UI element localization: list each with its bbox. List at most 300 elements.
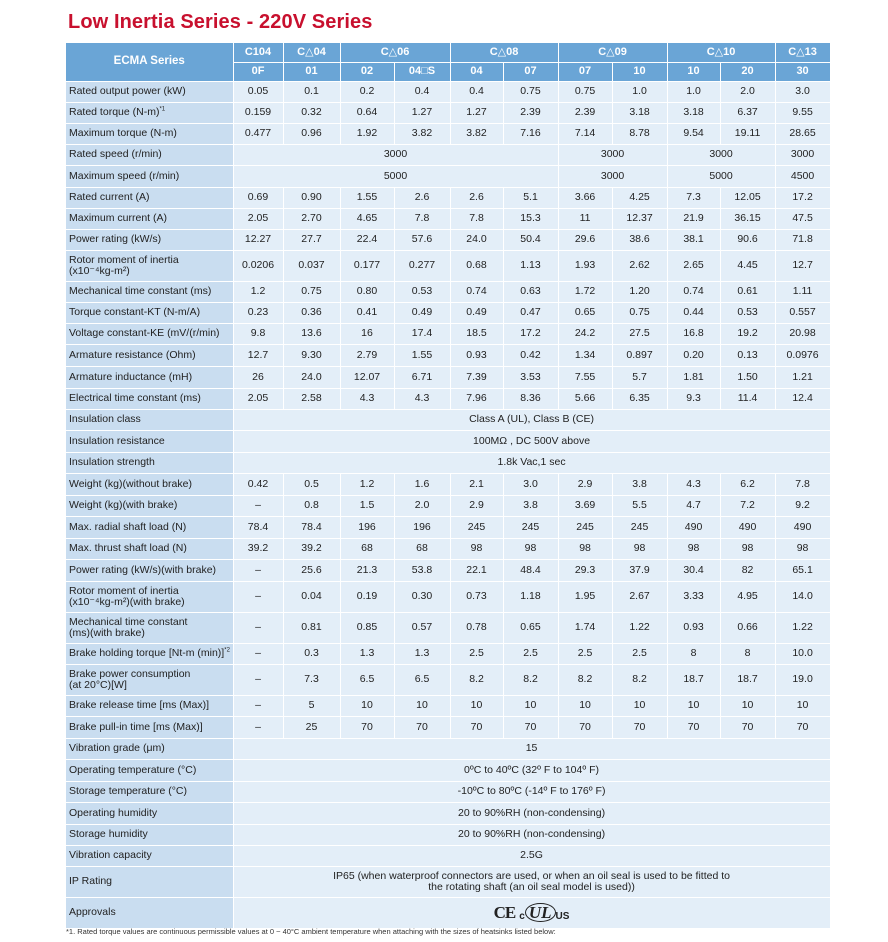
row-label (66, 123, 233, 144)
row-label-text-line2: (at 20°C)[W] (69, 678, 127, 691)
row-label-text: Rated output power (kW) (69, 85, 186, 97)
value-cell: 3.82 (450, 123, 503, 144)
value-cell: 8.78 (612, 123, 667, 144)
value-cell: 30.4 (667, 559, 720, 581)
row-label-text: IP Rating (69, 875, 112, 887)
row-label (66, 738, 233, 759)
value-cell: 28.65 (775, 123, 830, 144)
value-cell: 1.13 (503, 250, 558, 281)
value-cell: 17.4 (394, 323, 450, 344)
value-cell: 8 (667, 643, 720, 664)
row-label-text: Operating temperature (°C) (69, 763, 197, 776)
value-cell: 2.1 (450, 473, 503, 495)
value-text: 1.8k Vac,1 sec (497, 456, 566, 468)
value-cell: 245 (503, 516, 558, 538)
row-label-text: Armature inductance (mH) (69, 370, 193, 383)
row-label (66, 430, 233, 452)
row-label-text: Brake holding torque [Nt-m (min)] (69, 647, 225, 659)
footnote-marker: *2 (224, 647, 230, 654)
value-cell: 2.58 (283, 388, 340, 409)
model-header: 07 (503, 62, 558, 81)
value-cell: 3.8 (503, 495, 558, 516)
value-cell: 245 (450, 516, 503, 538)
value-cell: 1.93 (558, 250, 612, 281)
model-header: 10 (667, 62, 720, 81)
value-cell: 53.8 (394, 559, 450, 581)
value-cell: 2.65 (667, 250, 720, 281)
spec-row (66, 302, 830, 323)
row-label (66, 759, 233, 781)
value-cell: 0.65 (503, 612, 558, 643)
value-cell: 15.3 (503, 208, 558, 229)
value-cell: 2.5 (503, 643, 558, 664)
value-cell: 0.75 (558, 81, 612, 102)
value-cell: 7.8 (394, 208, 450, 229)
spec-table-header (66, 43, 830, 81)
value-cell: 7.55 (558, 366, 612, 388)
value-cell: 1.6 (394, 473, 450, 495)
value-cell: 1.3 (340, 643, 394, 664)
model-header: 04□S (394, 62, 450, 81)
value-text: 2.5G (520, 849, 543, 861)
value-cell: 98 (775, 538, 830, 559)
value-cell: 0.897 (612, 344, 667, 366)
value-cell: 3.0 (775, 81, 830, 102)
value-cell: 5.5 (612, 495, 667, 516)
value-cell: 5.7 (612, 366, 667, 388)
value-cell: 6.35 (612, 388, 667, 409)
value-cell: 38.1 (667, 229, 720, 250)
value-cell: – (233, 716, 283, 738)
value-cell: 0.75 (503, 81, 558, 102)
value-cell: 0.96 (283, 123, 340, 144)
value-cell: 19.11 (720, 123, 775, 144)
row-label (66, 281, 233, 302)
value-cell: 12.7 (233, 344, 283, 366)
value-cell: 12.37 (612, 208, 667, 229)
value-cell: 2.39 (503, 102, 558, 123)
value-cell: 1.74 (558, 612, 612, 643)
row-label (66, 187, 233, 208)
value-cell: 98 (612, 538, 667, 559)
frame-header: C△04 (283, 43, 340, 62)
value-cell: 98 (667, 538, 720, 559)
value-cell: 4500 (775, 165, 830, 187)
value-cell: 0.4 (450, 81, 503, 102)
value-cell: 10 (340, 695, 394, 716)
row-label-text: Maximum torque (N-m) (69, 127, 177, 139)
value-cell: 0.36 (283, 302, 340, 323)
spec-row (66, 473, 830, 495)
value-cell: 27.7 (283, 229, 340, 250)
value-cell: 2.6 (394, 187, 450, 208)
value-cell: 2.5 (450, 643, 503, 664)
value-cell: 12.7 (775, 250, 830, 281)
value-cell: 3.18 (667, 102, 720, 123)
value-cell (233, 409, 830, 430)
value-cell: 22.1 (450, 559, 503, 581)
value-cell: 1.0 (667, 81, 720, 102)
spec-table-body (66, 81, 830, 928)
ul-c-text: c (519, 911, 525, 922)
spec-row (66, 897, 830, 928)
value-cell: 0.277 (394, 250, 450, 281)
value-cell: 39.2 (233, 538, 283, 559)
value-cell: 2.5 (612, 643, 667, 664)
value-cell: 25 (283, 716, 340, 738)
value-cell: 10 (450, 695, 503, 716)
row-label (66, 612, 233, 643)
value-cell: 2.05 (233, 388, 283, 409)
value-cell: 1.50 (720, 366, 775, 388)
row-label (66, 323, 233, 344)
value-cell: 1.55 (340, 187, 394, 208)
value-cell: 7.3 (667, 187, 720, 208)
row-label (66, 516, 233, 538)
spec-row (66, 845, 830, 866)
value-cell: 39.2 (283, 538, 340, 559)
value-cell: 29.6 (558, 229, 612, 250)
row-label (66, 409, 233, 430)
value-text-line2: the rotating shaft (an oil seal model is used)) (428, 880, 635, 893)
value-cell: 0.78 (450, 612, 503, 643)
value-cell: 24.2 (558, 323, 612, 344)
value-cell: 0.65 (558, 302, 612, 323)
row-label (66, 102, 233, 123)
value-cell: 78.4 (233, 516, 283, 538)
value-cell: 0.53 (720, 302, 775, 323)
spec-row (66, 187, 830, 208)
value-cell: 1.18 (503, 581, 558, 612)
value-text: 0ºC to 40ºC (32º F to 104º F) (464, 763, 600, 776)
value-cell: 245 (612, 516, 667, 538)
row-label-text: Power rating (kW/s)(with brake) (69, 563, 217, 576)
value-cell: 0.53 (394, 281, 450, 302)
value-cell: 0.44 (667, 302, 720, 323)
value-cell: 1.72 (558, 281, 612, 302)
value-cell: 7.2 (720, 495, 775, 516)
value-cell: – (233, 559, 283, 581)
value-cell: 0.42 (503, 344, 558, 366)
row-label (66, 824, 233, 845)
spec-row (66, 81, 830, 102)
value-cell: 10 (394, 695, 450, 716)
value-cell: 1.21 (775, 366, 830, 388)
row-label-text-line2: (x10⁻⁴kg-m²) (69, 264, 130, 277)
value-cell: 0.93 (667, 612, 720, 643)
value-cell: 8.2 (450, 664, 503, 695)
value-cell: 0.05 (233, 81, 283, 102)
model-header: 07 (558, 62, 612, 81)
value-cell: 0.037 (283, 250, 340, 281)
value-cell: 1.34 (558, 344, 612, 366)
value-cell: 19.2 (720, 323, 775, 344)
value-cell: 2.70 (283, 208, 340, 229)
value-cell: 1.81 (667, 366, 720, 388)
value-cell: 0.75 (612, 302, 667, 323)
value-cell: 24.0 (283, 366, 340, 388)
value-cell: 0.49 (450, 302, 503, 323)
value-cell: 7.8 (450, 208, 503, 229)
value-cell: 7.39 (450, 366, 503, 388)
value-cell: 0.47 (503, 302, 558, 323)
value-cell: 1.22 (612, 612, 667, 643)
value-cell: 490 (775, 516, 830, 538)
row-label-text: Maximum speed (r/min) (69, 169, 180, 182)
spec-row (66, 716, 830, 738)
row-label (66, 495, 233, 516)
value-cell: 18.5 (450, 323, 503, 344)
frame-header: C△08 (450, 43, 558, 62)
row-label-text: Operating humidity (69, 806, 158, 819)
value-cell: 98 (503, 538, 558, 559)
spec-row (66, 824, 830, 845)
value-text: 15 (525, 742, 538, 754)
row-label-text-line2: (x10⁻⁴kg-m²)(with brake) (69, 595, 185, 608)
value-cell: 29.3 (558, 559, 612, 581)
value-cell: 1.0 (612, 81, 667, 102)
value-cell: 4.45 (720, 250, 775, 281)
spec-row (66, 430, 830, 452)
value-cell: – (233, 495, 283, 516)
value-cell: 2.79 (340, 344, 394, 366)
spec-row (66, 516, 830, 538)
value-cell: 5 (283, 695, 340, 716)
value-cell: 4.65 (340, 208, 394, 229)
value-cell: 8.2 (558, 664, 612, 695)
row-label (66, 866, 233, 897)
value-cell: 26 (233, 366, 283, 388)
value-cell: 25.6 (283, 559, 340, 581)
value-cell: 0.30 (394, 581, 450, 612)
ul-us-text: US (555, 911, 570, 922)
footnote-marker: *1 (159, 106, 166, 113)
frame-header: C△13 (775, 43, 830, 62)
model-header: 10 (612, 62, 667, 81)
row-label-text: Weight (kg)(with brake) (69, 499, 178, 511)
row-label-text: Max. radial shaft load (N) (69, 520, 187, 533)
row-label-text: Weight (kg)(without brake) (69, 477, 192, 490)
row-label (66, 208, 233, 229)
value-cell (233, 738, 830, 759)
row-label (66, 643, 233, 664)
value-cell: 0.49 (394, 302, 450, 323)
value-cell: 6.2 (720, 473, 775, 495)
row-label-text: Brake release time [ms (Max)] (69, 699, 210, 711)
value-cell: 1.5 (340, 495, 394, 516)
value-cell: 8 (720, 643, 775, 664)
row-label (66, 81, 233, 102)
value-cell: 6.5 (340, 664, 394, 695)
value-cell: 1.27 (394, 102, 450, 123)
value-cell: 2.62 (612, 250, 667, 281)
value-cell: 0.42 (233, 473, 283, 495)
value-cell: – (233, 643, 283, 664)
row-label (66, 165, 233, 187)
value-text: Class A (UL), Class B (CE) (469, 413, 594, 425)
value-cell: 0.557 (775, 302, 830, 323)
row-label-text: Approvals (69, 906, 116, 918)
value-cell: 9.55 (775, 102, 830, 123)
value-cell: 0.04 (283, 581, 340, 612)
row-label (66, 802, 233, 824)
value-cell: 10 (503, 695, 558, 716)
value-cell: 57.6 (394, 229, 450, 250)
row-label-text: Armature resistance (Ohm) (69, 348, 196, 361)
value-cell: 2.39 (558, 102, 612, 123)
value-cell: 7.96 (450, 388, 503, 409)
value-cell: 6.37 (720, 102, 775, 123)
spec-row (66, 123, 830, 144)
row-label-text: Power rating (kW/s) (69, 233, 162, 245)
row-label-text: Rotor moment of inertia (69, 253, 179, 266)
value-cell: 0.8 (283, 495, 340, 516)
value-cell: 3.69 (558, 495, 612, 516)
spec-row (66, 495, 830, 516)
approvals-marks (494, 903, 570, 922)
value-cell: 196 (394, 516, 450, 538)
spec-row (66, 388, 830, 409)
spec-row (66, 866, 830, 897)
value-cell: 0.0206 (233, 250, 283, 281)
value-cell: 37.9 (612, 559, 667, 581)
spec-row (66, 102, 830, 123)
value-cell: 0.177 (340, 250, 394, 281)
value-cell: 0.80 (340, 281, 394, 302)
value-cell: 6.5 (394, 664, 450, 695)
value-cell: 10 (558, 695, 612, 716)
value-cell: 1.22 (775, 612, 830, 643)
value-cell: 9.3 (667, 388, 720, 409)
spec-row (66, 452, 830, 473)
value-cell: 9.54 (667, 123, 720, 144)
value-cell: 4.95 (720, 581, 775, 612)
spec-row (66, 559, 830, 581)
spec-row (66, 344, 830, 366)
value-cell: 3000 (233, 144, 558, 165)
value-cell (233, 845, 830, 866)
value-cell: 1.95 (558, 581, 612, 612)
value-cell: 70 (503, 716, 558, 738)
value-cell: 70 (340, 716, 394, 738)
value-cell: 78.4 (283, 516, 340, 538)
value-cell: 8.2 (612, 664, 667, 695)
row-label-text: Electrical time constant (ms) (69, 392, 201, 404)
value-cell: 0.68 (450, 250, 503, 281)
spec-row (66, 165, 830, 187)
row-label (66, 302, 233, 323)
value-cell: 3000 (667, 144, 775, 165)
value-cell: 7.16 (503, 123, 558, 144)
value-cell: 1.20 (612, 281, 667, 302)
row-label (66, 897, 233, 928)
value-cell: 12.4 (775, 388, 830, 409)
row-label (66, 716, 233, 738)
row-label (66, 452, 233, 473)
value-cell: 0.61 (720, 281, 775, 302)
value-cell: 70 (450, 716, 503, 738)
spec-row (66, 250, 830, 281)
value-cell: 2.0 (394, 495, 450, 516)
value-cell: 0.20 (667, 344, 720, 366)
value-cell: 22.4 (340, 229, 394, 250)
row-label-text: Rated torque (N-m) (69, 106, 160, 118)
value-cell: 10.0 (775, 643, 830, 664)
ce-mark-icon: CE (493, 903, 516, 922)
row-label (66, 229, 233, 250)
spec-row (66, 738, 830, 759)
value-cell: 0.477 (233, 123, 283, 144)
value-cell: 0.23 (233, 302, 283, 323)
value-cell: 47.5 (775, 208, 830, 229)
row-label (66, 781, 233, 802)
value-cell (233, 430, 830, 452)
value-cell: 0.85 (340, 612, 394, 643)
value-cell: 1.2 (233, 281, 283, 302)
value-cell: 3.66 (558, 187, 612, 208)
row-label-text: Torque constant-KT (N-m/A) (69, 306, 201, 318)
value-cell: 0.73 (450, 581, 503, 612)
value-cell: 0.63 (503, 281, 558, 302)
approvals-cell (233, 897, 830, 928)
value-cell: 70 (394, 716, 450, 738)
value-cell: 0.32 (283, 102, 340, 123)
value-cell: 27.5 (612, 323, 667, 344)
value-cell: 7.3 (283, 664, 340, 695)
value-text: 20 to 90%RH (non-condensing) (457, 806, 606, 819)
value-cell: 18.7 (720, 664, 775, 695)
value-cell: 5.66 (558, 388, 612, 409)
value-cell (233, 759, 830, 781)
footnote: *1. Rated torque values are continuous permissible values at 0 ~ 40°C ambient temperature when attaching with the sizes of heatsinks listed below: (66, 927, 556, 936)
value-cell: 10 (612, 695, 667, 716)
value-cell: 90.6 (720, 229, 775, 250)
row-label-text: Rated current (A) (69, 191, 150, 203)
row-label-text-line2: (ms)(with brake) (69, 626, 145, 639)
spec-row (66, 229, 830, 250)
value-text: 100MΩ , DC 500V above (473, 434, 591, 447)
value-cell: 4.7 (667, 495, 720, 516)
value-cell: 98 (450, 538, 503, 559)
value-cell: 19.0 (775, 664, 830, 695)
value-text: -10ºC to 80ºC (-14º F to 176º F) (457, 785, 606, 797)
spec-row (66, 802, 830, 824)
value-cell: 38.6 (612, 229, 667, 250)
row-label-text: Mechanical time constant (ms) (69, 285, 212, 297)
row-label (66, 144, 233, 165)
row-label (66, 366, 233, 388)
value-cell: 68 (340, 538, 394, 559)
page-title: Low Inertia Series - 220V Series (68, 11, 373, 33)
value-cell: 4.25 (612, 187, 667, 208)
value-cell: 245 (558, 516, 612, 538)
value-cell: 0.81 (283, 612, 340, 643)
row-label-text: Mechanical time constant (69, 615, 188, 628)
value-cell: 65.1 (775, 559, 830, 581)
value-cell: 1.27 (450, 102, 503, 123)
value-cell: 3.33 (667, 581, 720, 612)
ul-mark-icon (519, 903, 569, 922)
value-cell: 24.0 (450, 229, 503, 250)
value-cell: – (233, 612, 283, 643)
value-cell: 70 (612, 716, 667, 738)
value-cell: 36.15 (720, 208, 775, 229)
spec-row (66, 643, 830, 664)
value-cell: 0.75 (283, 281, 340, 302)
spec-row (66, 366, 830, 388)
row-label-text: Insulation resistance (69, 434, 165, 447)
row-label-text: Insulation class (69, 413, 141, 425)
